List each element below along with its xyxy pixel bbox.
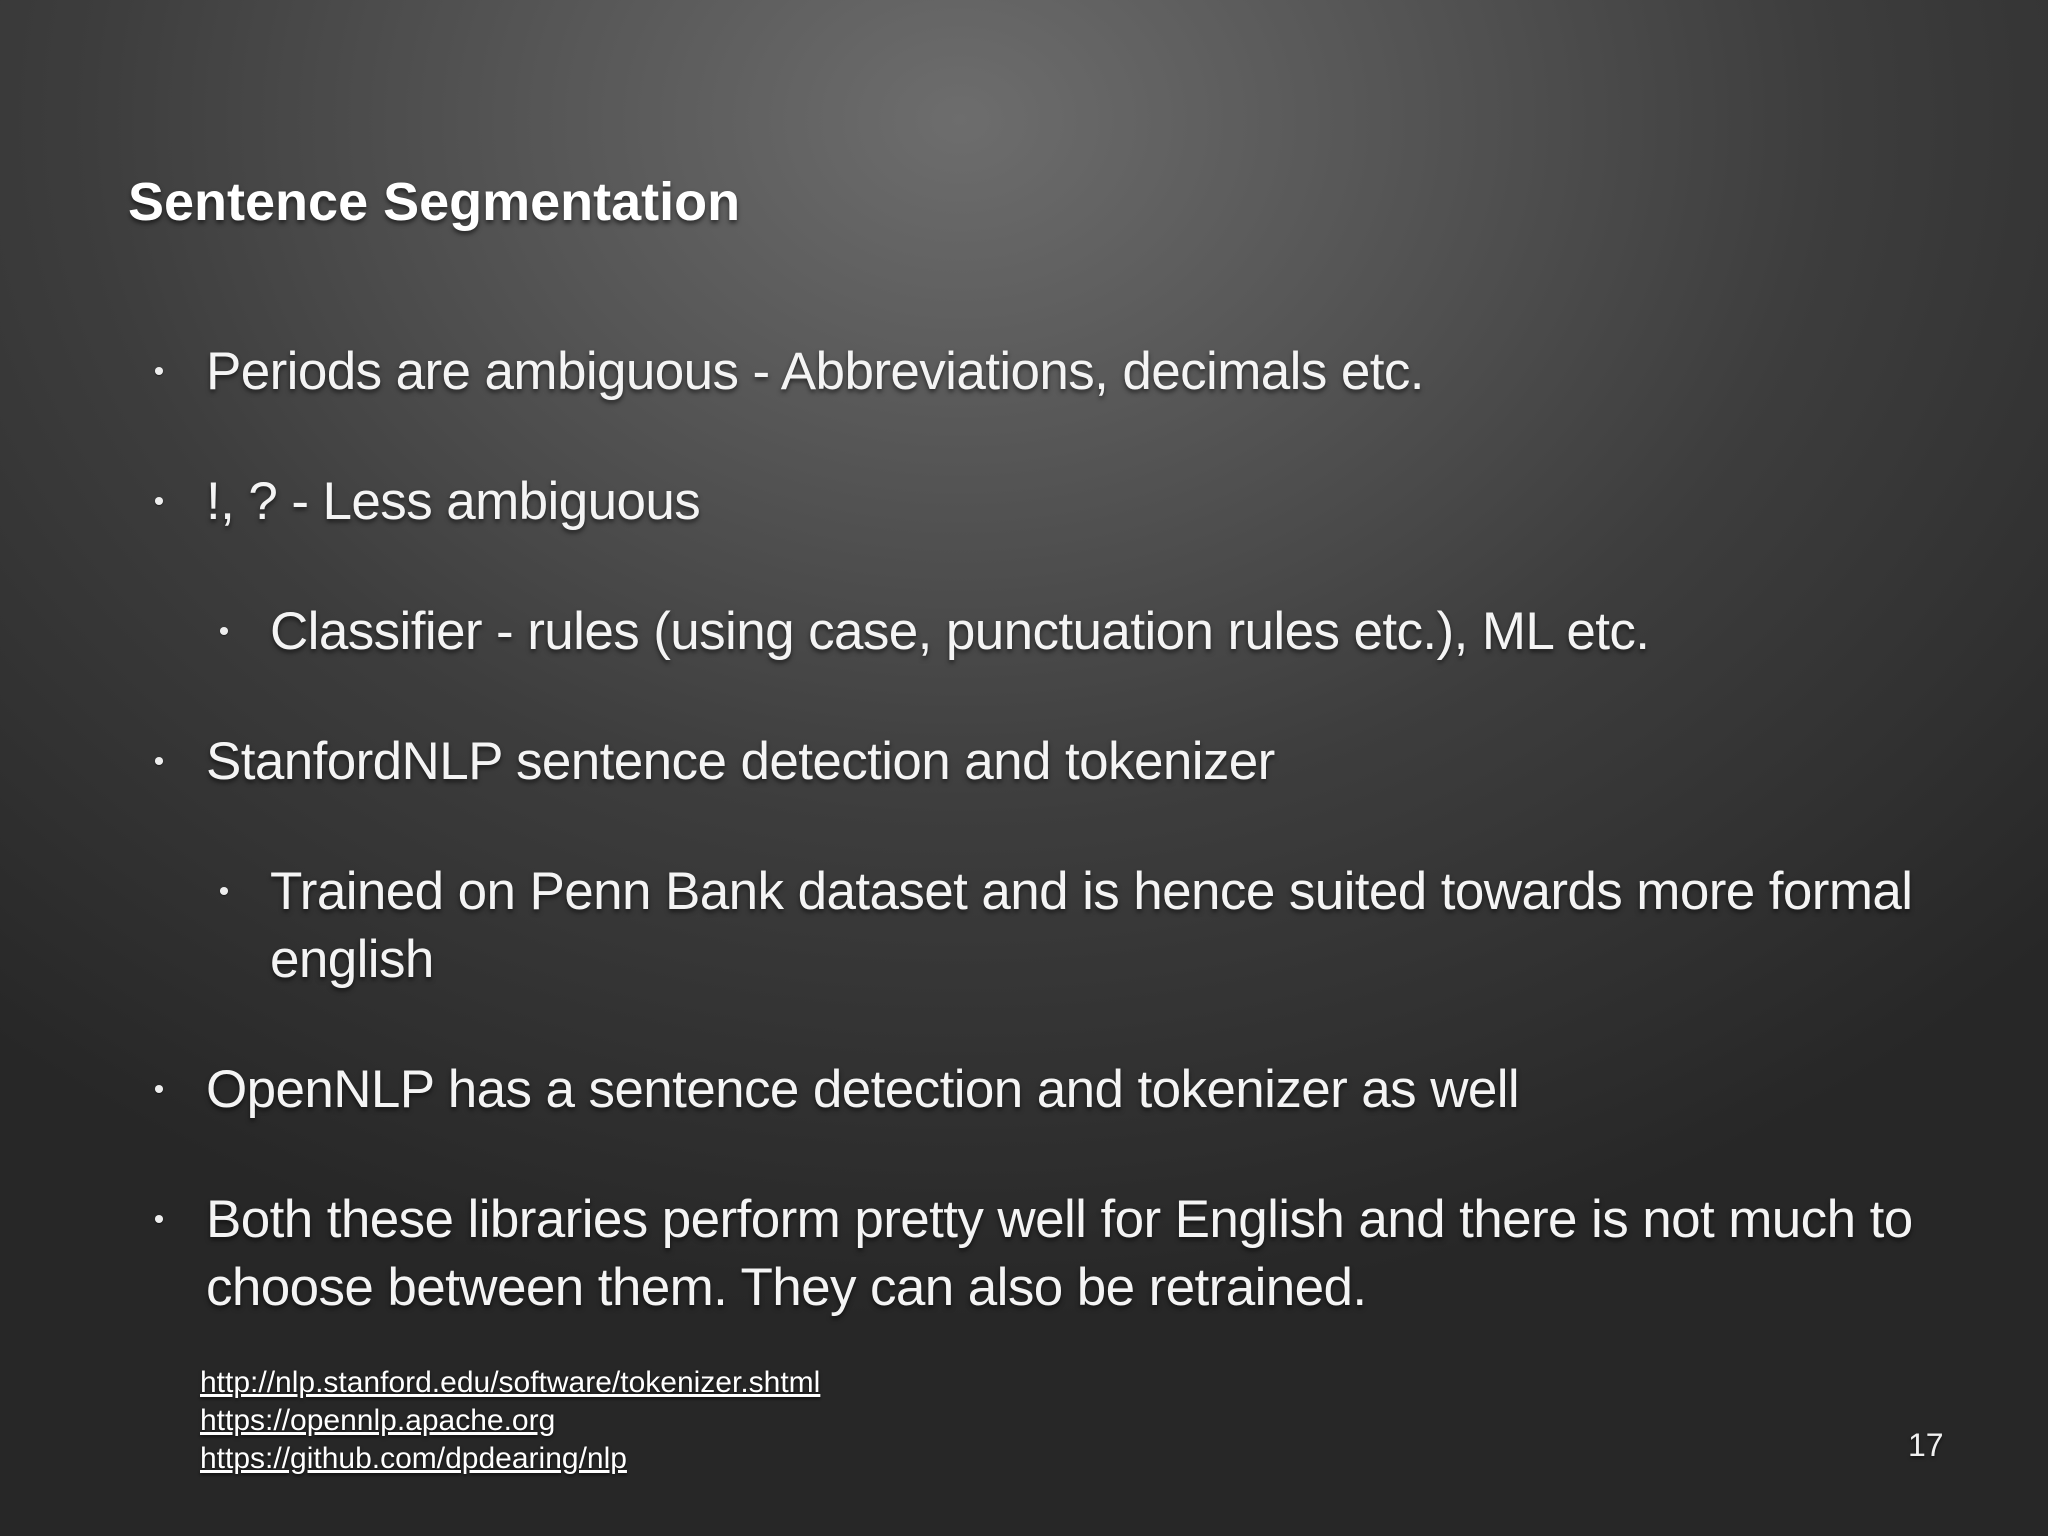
reference-links [200,1364,820,1478]
link-stanford-tokenizer[interactable]: http://nlp.stanford.edu/software/tokenizer.shtml [200,1366,821,1399]
bullet-icon [155,497,163,505]
bullet-text: StanfordNLP sentence detection and tokenizer [206,732,1275,791]
bullet-text: OpenNLP has a sentence detection and tokenizer as well [206,1060,1520,1119]
link-github-nlp[interactable]: https://github.com/dpdearing/nlp [200,1442,627,1475]
bullet-text: Classifier - rules (using case, punctuation rules etc.), ML etc. [270,602,1650,661]
page-number: 17 [1908,1427,1944,1463]
bullet-icon [155,1215,163,1223]
link-opennlp[interactable]: https://opennlp.apache.org [200,1404,556,1437]
bullet-icon [155,757,163,765]
bullet-text: Periods are ambiguous - Abbreviations, decimals etc. [206,342,1424,401]
bullet-text: !, ? - Less ambiguous [206,472,701,531]
bullet-icon [155,1085,163,1093]
slide-title: Sentence Segmentation [128,172,741,232]
bullet-icon [220,627,228,635]
bullet-text: Both these libraries perform pretty well for English and there is not much to choose between them. They can also be retrained. [206,1190,1913,1317]
bullet-icon [155,367,163,375]
bullet-text: Trained on Penn Bank dataset and is hence suited towards more formal english [270,862,1913,989]
bullet-icon [220,887,228,895]
